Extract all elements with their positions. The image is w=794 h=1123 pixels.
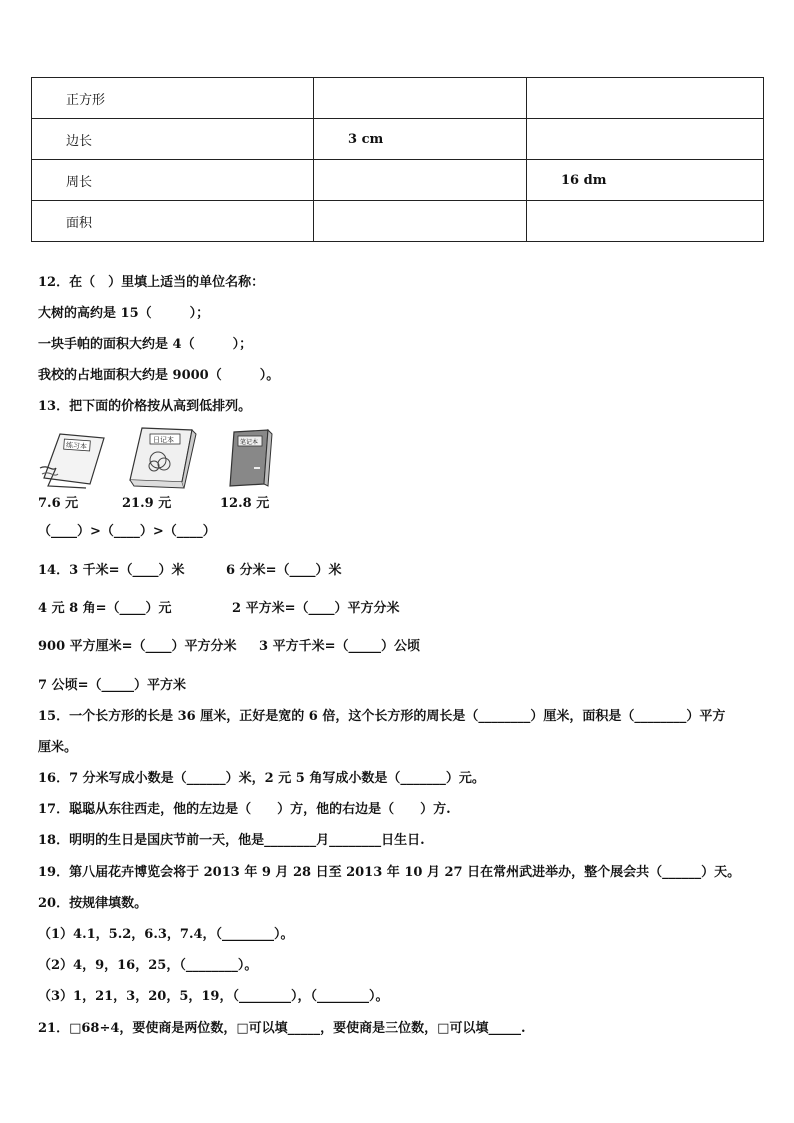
exercise-book-label: 练习本 xyxy=(65,441,88,451)
price-notebook: 12.8 元 xyxy=(220,496,270,511)
table-cell xyxy=(527,78,764,119)
table-row xyxy=(32,160,764,201)
notebook-label: 笔记本 xyxy=(240,439,259,446)
q21: 21．□68÷4，要使商是两位数，□可以填_____，要使商是三位数，□可以填_____. xyxy=(38,1021,526,1036)
q12-c-post: ）。 xyxy=(259,368,280,383)
q12-item-b xyxy=(38,336,252,354)
q12-a-post: ）； xyxy=(189,306,210,321)
q14-e: 900 平方厘米=（____）平方分米 xyxy=(38,639,237,654)
exercise-book-icon xyxy=(38,428,106,490)
q17: 17．聪聪从东往西走，他的左边是（ ）方，他的右边是（ ）方. xyxy=(38,802,451,817)
q13-order: （____）>（____）>（____） xyxy=(38,524,216,539)
table-cell xyxy=(314,160,527,201)
q14-g: 7 公顷=（_____）平方米 xyxy=(38,678,186,693)
q16: 16．7 分米写成小数是（______）米，2 元 5 角写成小数是（_______）元。 xyxy=(38,771,485,786)
q12-item-c xyxy=(38,367,279,385)
q14-b: 6 分米=（____）米 xyxy=(226,563,342,578)
price-exercise-book: 7.6 元 xyxy=(38,496,79,511)
table-cell xyxy=(314,201,527,242)
table-cell: 正方形 xyxy=(32,78,314,119)
notebook-icon xyxy=(224,426,276,490)
q13-title: 13．把下面的价格按从高到低排列。 xyxy=(38,399,252,414)
table-cell: 3 cm xyxy=(314,119,527,160)
q12-c-pre: 我校的占地面积大约是 9000（ xyxy=(38,368,222,383)
q14-c: 4 元 8 角=（____）元 xyxy=(38,601,172,616)
table-row xyxy=(32,201,764,242)
table-cell: 周长 xyxy=(32,160,314,201)
q15-line2: 厘米。 xyxy=(38,740,78,755)
q20-s3: （3）1，21，3，20，5，19，（________），（________）。 xyxy=(38,989,389,1004)
q12-item-a xyxy=(38,305,209,323)
price-diary: 21.9 元 xyxy=(122,496,172,511)
q12-b-pre: 一块手帕的面积大约是 4（ xyxy=(38,337,195,352)
table-row xyxy=(32,78,764,119)
q20-s1: （1）4.1，5.2，6.3，7.4，（________）。 xyxy=(38,927,294,942)
table-cell: 面积 xyxy=(32,201,314,242)
diary-icon xyxy=(126,424,198,490)
table-cell xyxy=(527,201,764,242)
q12-b-post: ）； xyxy=(232,337,253,352)
diary-label: 日记本 xyxy=(153,436,174,444)
q14-a: 14．3 千米=（____）米 xyxy=(38,563,185,578)
table-cell xyxy=(314,78,527,119)
q12-title: 12．在（ ）里填上适当的单位名称： xyxy=(38,275,265,290)
q15-line1: 15．一个长方形的长是 36 厘米，正好是宽的 6 倍，这个长方形的周长是（________）厘米，面积是（________）平方 xyxy=(38,709,726,724)
table-cell: 边长 xyxy=(32,119,314,160)
q14-f: 3 平方千米=（_____）公顷 xyxy=(259,639,420,654)
table-cell xyxy=(527,119,764,160)
q12-a-pre: 大树的高约是 15（ xyxy=(38,306,152,321)
q20-s2: （2）4，9，16，25，（________）。 xyxy=(38,958,258,973)
table-cell: 16 dm xyxy=(527,160,764,201)
q18: 18．明明的生日是国庆节前一天，他是________月________日生日. xyxy=(38,833,425,848)
q20-title: 20．按规律填数。 xyxy=(38,896,148,911)
table-row xyxy=(32,119,764,160)
q14-d: 2 平方米=（____）平方分米 xyxy=(232,601,400,616)
square-table xyxy=(31,77,764,242)
q19: 19．第八届花卉博览会将于 2013 年 9 月 28 日至 2013 年 10 月 27 日在常州武进举办，整个展会共（______）天。 xyxy=(38,865,741,880)
